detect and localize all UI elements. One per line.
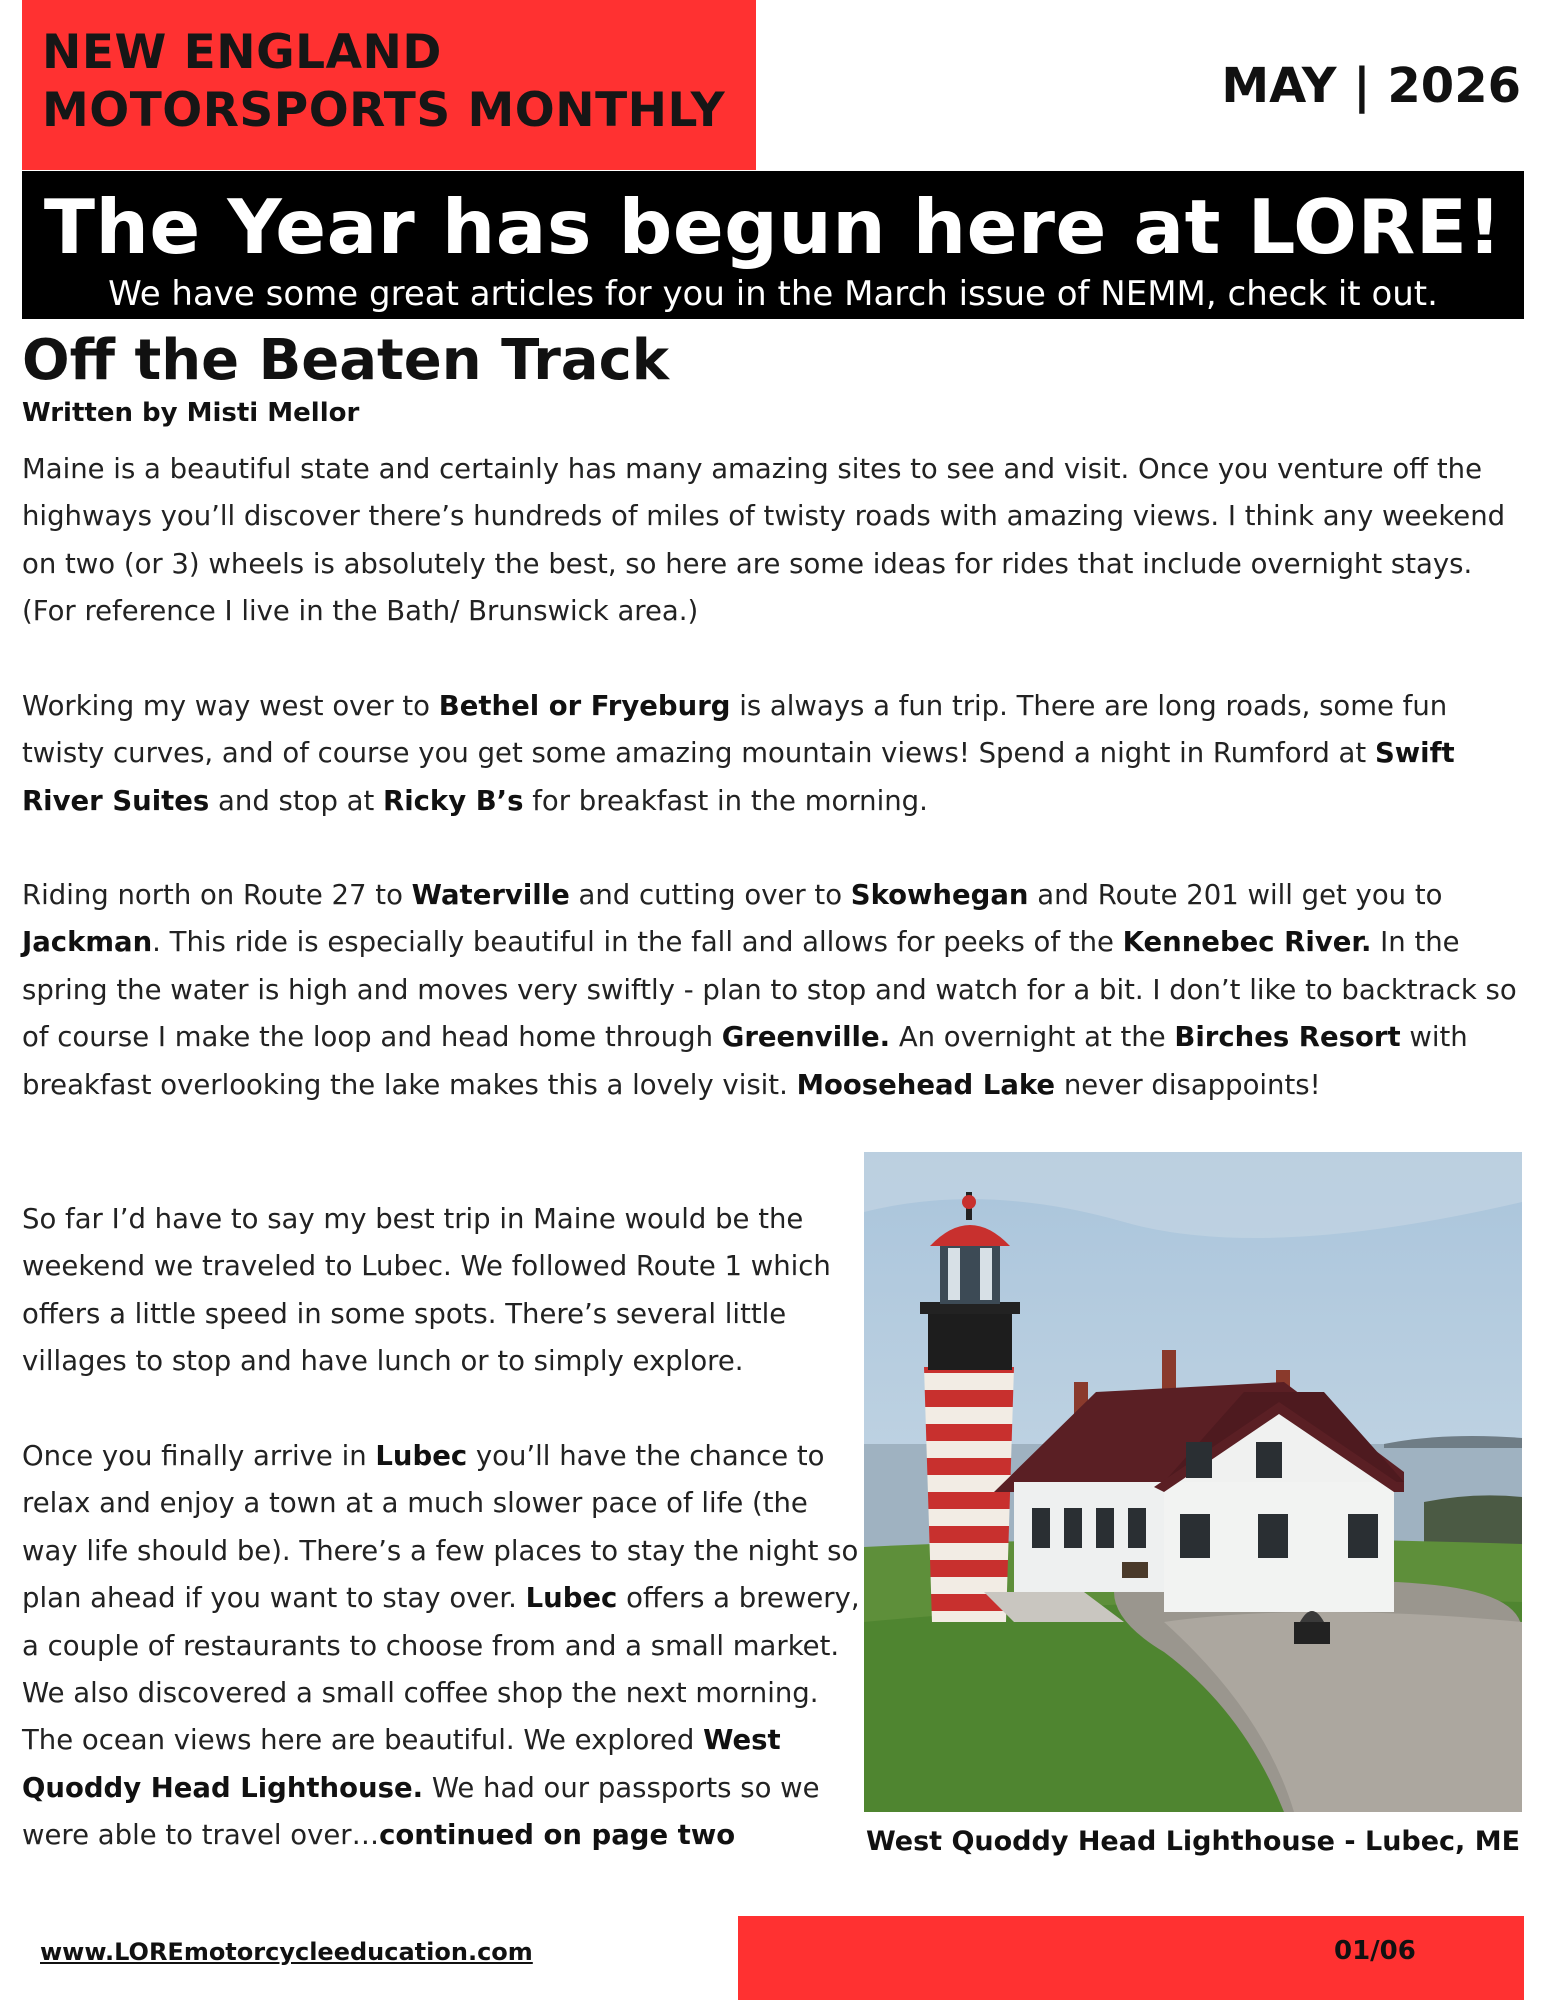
text-run: and stop at bbox=[209, 784, 384, 817]
place-name: Moosehead Lake bbox=[796, 1068, 1056, 1101]
continued-note: continued on page two bbox=[379, 1819, 736, 1852]
place-name: Waterville bbox=[411, 879, 570, 911]
place-name: Lubec bbox=[525, 1582, 618, 1615]
masthead-line-1: NEW ENGLAND bbox=[42, 25, 442, 80]
text-run: with breakfast overlooking the lake makes this a lovely visit. bbox=[22, 1021, 1468, 1101]
place-name: Lubec bbox=[375, 1440, 468, 1472]
place-name: West Quoddy Head Lighthouse. bbox=[22, 1724, 781, 1804]
text-run: for breakfast in the morning. bbox=[523, 784, 928, 817]
article-paragraph-1: Maine is a beautiful state and certainly has many amazing sites to see and visit. Once you venture off the highways you’ll discover there’s hundreds of miles of twisty roads with amazing views. I think any weekend on two (or 3) wheels is absolutely the best, so here are some ideas for rides that include overnight stays. (For reference I live in the Bath/ Brunswick area.) bbox=[22, 453, 1506, 628]
text-run: In the spring the water is high and moves very swiftly - plan to stop and watch for a bit. I don’t like to backtrack so of course I make the loop and head home through bbox=[22, 926, 1517, 1054]
article-paragraph-5 bbox=[22, 1433, 867, 1860]
text-run: you’ll have the chance to relax and enjoy a town at a much slower pace of life (the way life should be). There’s a few places to stay the night so plan ahead if you want to stay over. bbox=[22, 1440, 859, 1615]
text-run: never disappoints! bbox=[1055, 1068, 1321, 1101]
article-paragraph-3 bbox=[22, 872, 1532, 1109]
text-run: Once you finally arrive in bbox=[22, 1440, 376, 1472]
banner-title: The Year has begun here at LORE! bbox=[43, 183, 1503, 271]
place-name: Greenville. bbox=[721, 1021, 891, 1054]
masthead bbox=[22, 0, 756, 170]
article-paragraph-2 bbox=[22, 683, 1532, 825]
article-title: Off the Beaten Track bbox=[22, 328, 670, 393]
place-name: Bethel or Fryeburg bbox=[438, 690, 731, 722]
text-run: is always a fun trip. There are long roads, some fun twisty curves, and of course you get some amazing mountain views! Spend a night in Rumford at bbox=[22, 690, 1448, 770]
photo-caption: West Quoddy Head Lighthouse - Lubec, ME bbox=[865, 1826, 1521, 1857]
headline-banner bbox=[22, 171, 1524, 319]
article-byline: Written by Misti Mellor bbox=[22, 398, 360, 428]
place-name: Birches Resort bbox=[1174, 1021, 1401, 1054]
place-name: Ricky B’s bbox=[383, 784, 524, 817]
place-name: Jackman bbox=[22, 926, 153, 959]
masthead-line-2: MOTORSPORTS MONTHLY bbox=[42, 83, 726, 138]
text-run: offers a brewery, a couple of restaurants to choose from and a small market. We also discovered a small coffee shop the next morning. The ocean views here are beautiful. We explored bbox=[22, 1582, 860, 1757]
text-run: An overnight at the bbox=[890, 1021, 1175, 1054]
place-name: Skowhegan bbox=[850, 879, 1029, 911]
text-run: and Route 201 will get you to bbox=[1028, 879, 1443, 911]
article-paragraph-4: So far I’d have to say my best trip in Maine would be the weekend we traveled to Lubec. We followed Route 1 which offers a little speed in some spots. There’s several little villages to stop and have lunch or to simply explore. bbox=[22, 1203, 831, 1378]
lighthouse-photo bbox=[864, 1152, 1522, 1812]
text-run: Working my way west over to bbox=[22, 690, 439, 722]
issue-date: MAY | 2026 bbox=[1221, 58, 1521, 114]
text-run: and cutting over to bbox=[569, 879, 851, 911]
banner-subtitle: We have some great articles for you in the March issue of NEMM, check it out. bbox=[108, 274, 1438, 314]
footer-website-link[interactable]: www.LOREmotorcycleeducation.com bbox=[40, 1938, 533, 1966]
place-name: Kennebec River. bbox=[1122, 926, 1372, 959]
text-run: . This ride is especially beautiful in the fall and allows for peeks of the bbox=[152, 926, 1123, 959]
text-run: Riding north on Route 27 to bbox=[22, 879, 412, 911]
place-name: Swift River Suites bbox=[22, 737, 1455, 817]
text-run: We had our passports so we were able to travel over… bbox=[22, 1771, 820, 1852]
page-number: 01/06 bbox=[1334, 1936, 1416, 1966]
